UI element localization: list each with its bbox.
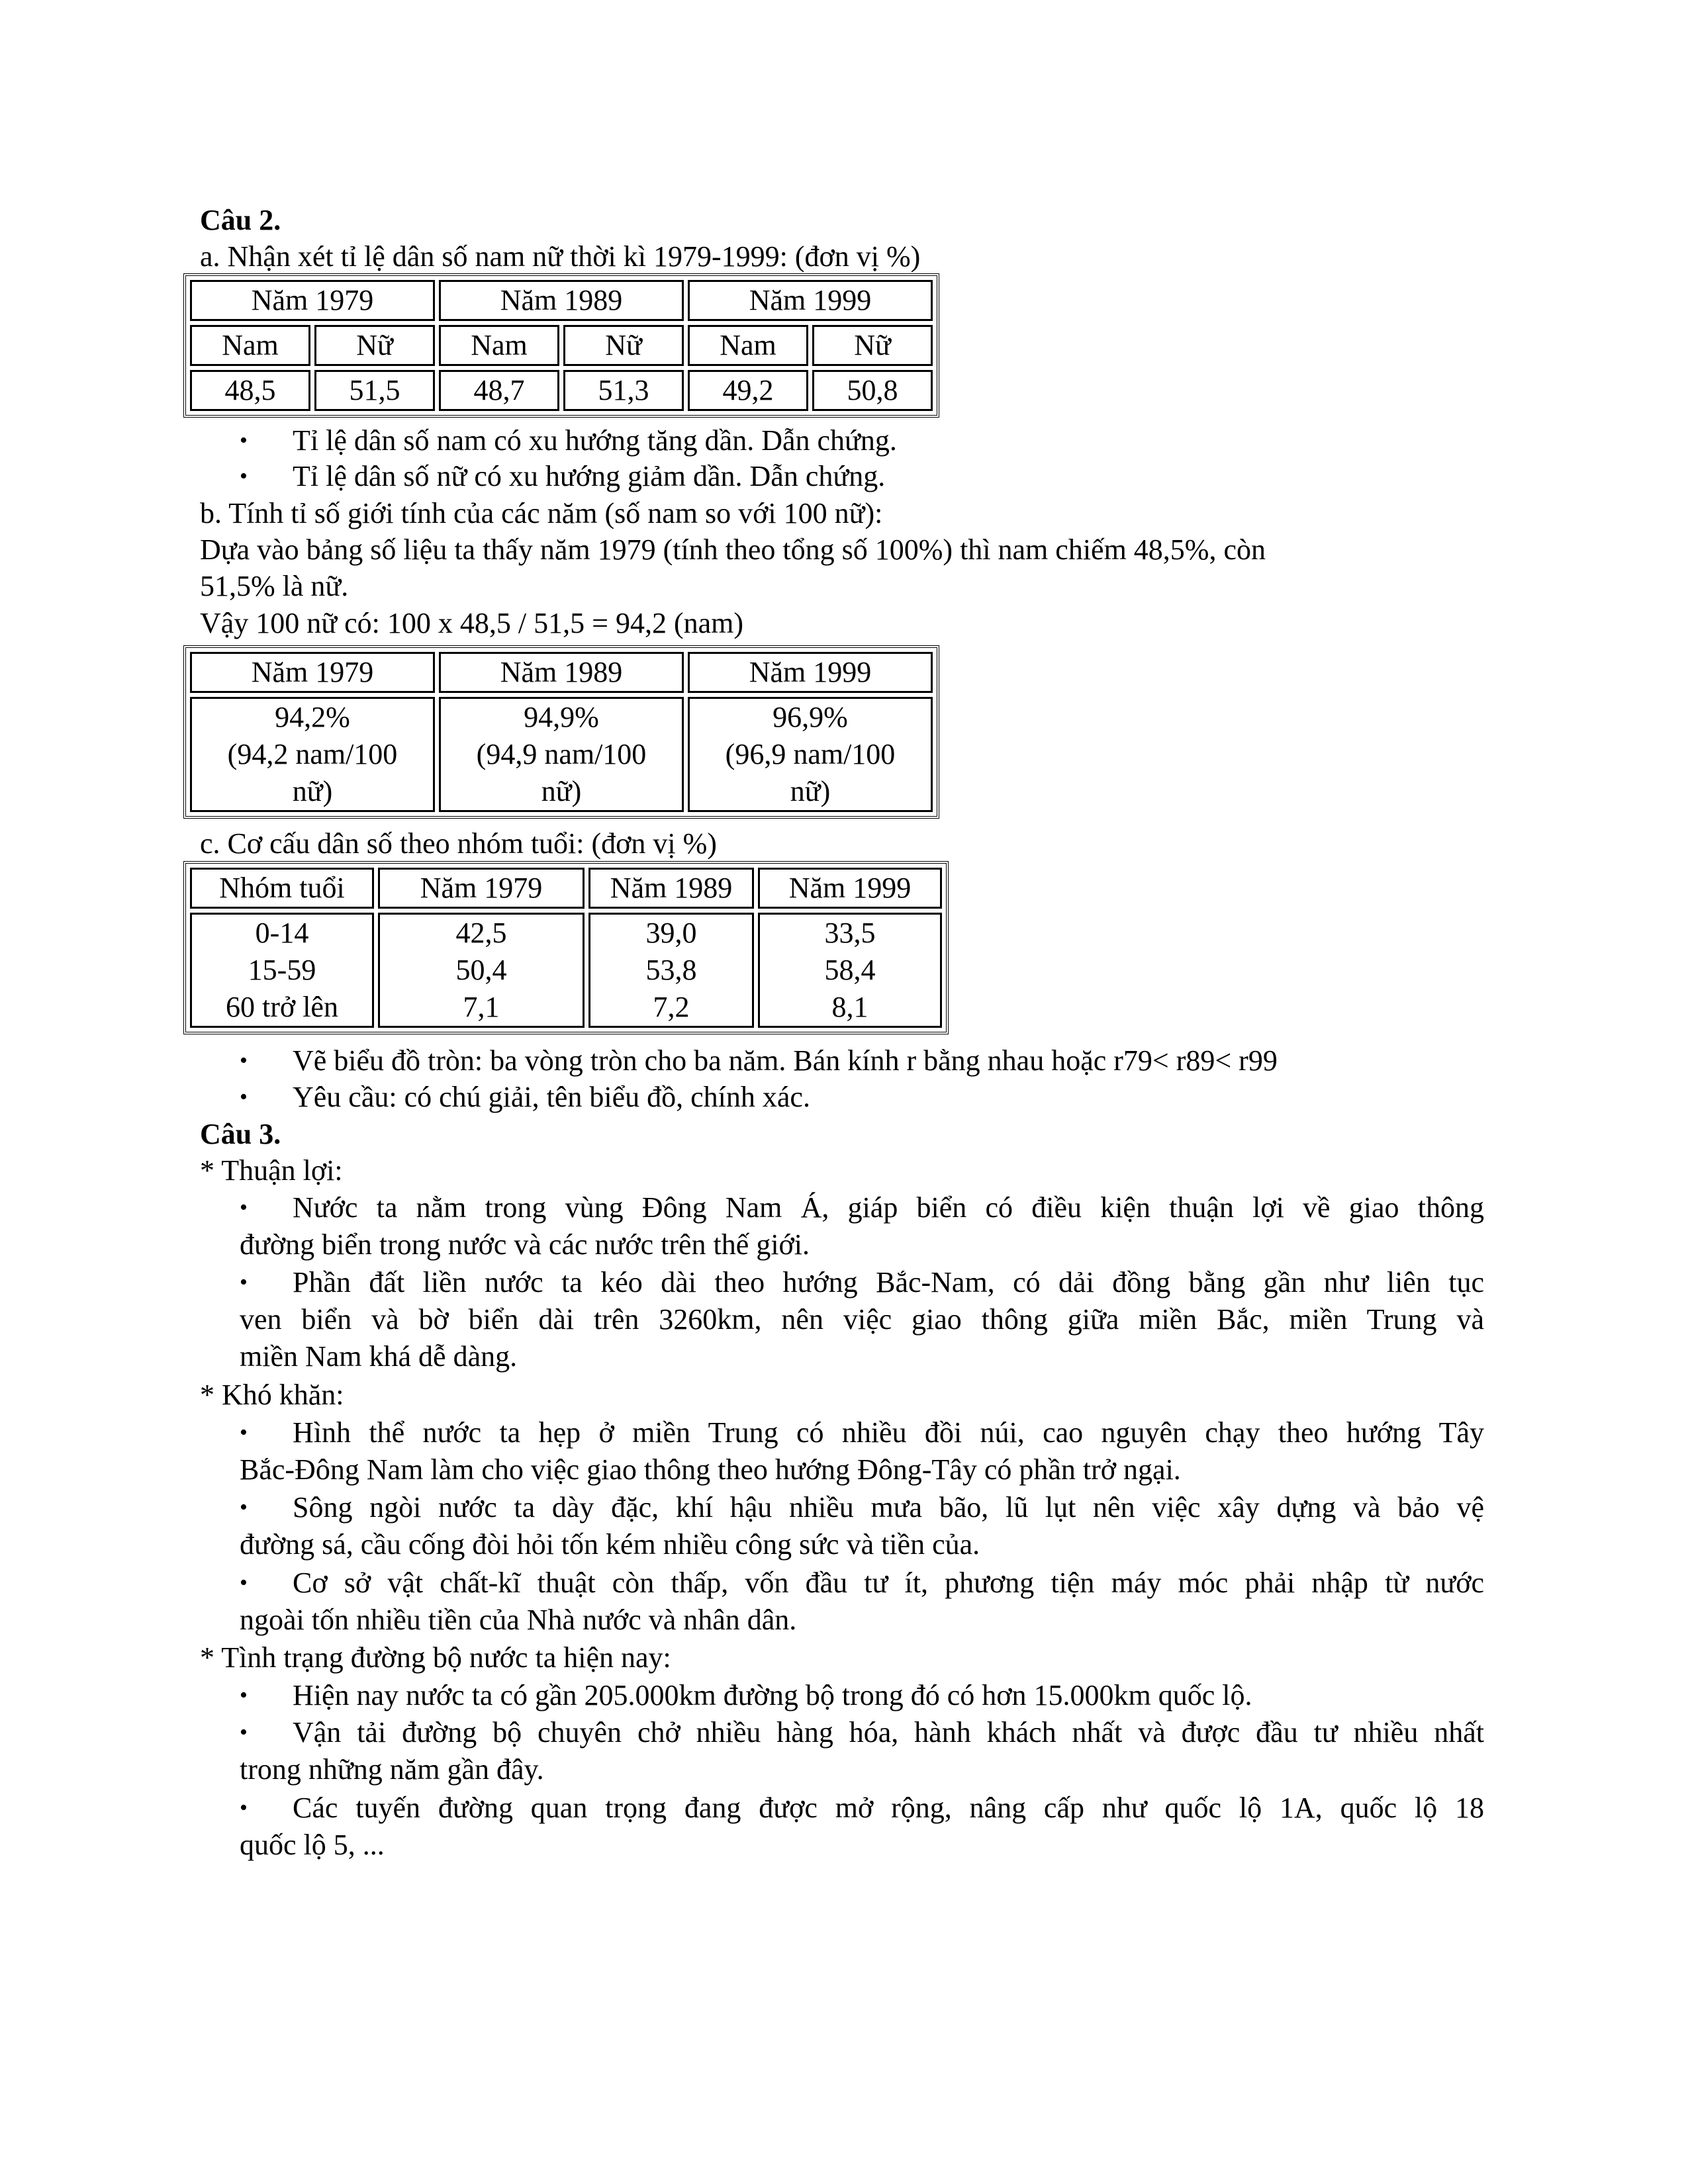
table-a-sub-nu-1979: Nữ <box>314 325 435 366</box>
table-a-year-1999: Năm 1999 <box>688 280 933 321</box>
table-c-cell: 42,5 50,4 7,1 <box>378 913 585 1028</box>
table-a-sub-nu-1989: Nữ <box>563 325 684 366</box>
table-b-cell: 94,2% (94,2 nam/100 nữ) <box>190 697 435 812</box>
paragraph-line: 51,5% là nữ. <box>200 570 349 602</box>
table-c-cell: 33,5 58,4 8,1 <box>758 913 942 1028</box>
table-a-year-1979: Năm 1979 <box>190 280 435 321</box>
list-item: • Phần đất liền nước ta kéo dài theo hướng Bắc-Nam, có dải đồng bằng gần như liên tục ven biển và bờ biển dài trên 3260km, nên việc giao thông giữa miền Bắc, miền Trung và miền Nam khá dễ dàng. <box>240 1264 1484 1375</box>
list-item: • Các tuyến đường quan trọng đang được mở rộng, nâng cấp như quốc lộ 1A, quốc lộ 18 quốc lộ 5, ... <box>240 1790 1484 1864</box>
table-a-cell: 50,8 <box>812 370 933 411</box>
table-a-cell: 51,3 <box>563 370 684 411</box>
bullet-icon: • <box>240 1720 248 1745</box>
table-a-sub-nam-1989: Nam <box>439 325 559 366</box>
table-sex-ratio <box>183 645 939 819</box>
cau2-b-heading: b. Tính tỉ số giới tính của các năm (số nam so với 100 nữ): <box>200 497 883 529</box>
list-item: • Sông ngòi nước ta dày đặc, khí hậu nhiều mưa bão, lũ lụt nên việc xây dựng và bảo vệ đường sá, cầu cống đòi hỏi tốn kém nhiều công sức và tiền của. <box>240 1489 1484 1563</box>
cau2-a-heading: a. Nhận xét tỉ lệ dân số nam nữ thời kì 1979-1999: (đơn vị %) <box>200 240 921 273</box>
calculation-line: Vậy 100 nữ có: 100 x 48,5 / 51,5 = 94,2 (nam) <box>200 607 744 639</box>
table-c-header: Năm 1979 <box>378 868 585 909</box>
section-heading-duong-bo: * Tình trạng đường bộ nước ta hiện nay: <box>200 1641 671 1674</box>
bullet-icon: • <box>240 1796 248 1820</box>
table-a-cell: 48,7 <box>439 370 559 411</box>
table-b-year-1989: Năm 1989 <box>439 652 684 693</box>
table-b-cell: 96,9% (96,9 nam/100 nữ) <box>688 697 933 812</box>
table-b-cell: 94,9% (94,9 nam/100 nữ) <box>439 697 684 812</box>
table-c-header: Năm 1989 <box>588 868 754 909</box>
table-c-cell: 39,0 53,8 7,2 <box>588 913 754 1028</box>
bullet-icon: • <box>240 464 248 488</box>
document-page: Câu 2. a. Nhận xét tỉ lệ dân số nam nữ thời kì 1979-1999: (đơn vị %) Năm 1979 Năm 1989 Năm 1999 Nam Nữ Nam Nữ Nam Nữ 48,5 51,5 48,7 51,3 49,2 50,8 • Tỉ lệ dân số nam có xu hướng tăng dần. Dẫn chứng. • Tỉ lệ dân số nữ có xu hướng giảm dần. Dẫn chứng. b. Tính tỉ số giới tính của các năm (số nam so với 100 nữ): Dựa vào bảng số liệu ta thấy năm 1979 (tính theo tổng số 100%) thì nam chiếm 48,5%, còn 51,5% là nữ. Vậy 100 nữ có: 100 x 48,5 / 51,5 = 94,2 (nam) Năm 1979 Năm 1989 Năm 1999 94,2% (94,2 nam/100 nữ) 94,9% (94,9 nam/100 nữ) 96,9% (96,9 nam/100 nữ) c. Cơ cấu dân số theo nhóm tuổi: (đơn vị %) Nhóm tuổi Năm 1979 Năm 1989 Năm 1999 0-14 15-59 60 trở lên 42,5 50,4 7,1 39,0 53,8 7,2 33,5 58,4 8,1 • Vẽ biểu đồ tròn: ba vòng tròn cho ba năm. Bán kính r bằng nhau hoặc r79< r89< r99 • Yêu cầu: có chú giải, tên biểu đồ, chính xác. Câu 3. * Thuận lợi: • Nước ta nằm trong vùng Đông Nam Á, giáp biển có điều kiện thuận lợi về giao thông đường biển trong nước và các nước trên thế giới. • Phần đất liền nước ta kéo dài theo hướng Bắc-Nam, có dải đồng bằng gần như liên tục ven biển và bờ biển dài trên 3260km, nên việc giao thông giữa miền Bắc, miền Trung và miền Nam khá dễ dàng. * Khó khăn: • Hình thể nước ta hẹp ở miền Trung có nhiều đồi núi, cao nguyên chạy theo hướng Tây Bắc-Đông Nam làm cho việc giao thông theo hướng Đông-Tây có phần trở ngại. • Sông ngòi nước ta dày đặc, khí hậu nhiều mưa bão, lũ lụt nên việc xây dựng và bảo vệ đường sá, cầu cống đòi hỏi tốn kém nhiều công sức và tiền của. • Cơ sở vật chất-kĩ thuật còn thấp, vốn đầu tư ít, phương tiện máy móc phải nhập từ nước ngoài tốn nhiều tiền của Nhà nước và nhân dân. * Tình trạng đường bộ nước ta hiện nay: • Hiện nay nước ta có gần 205.000km đường bộ trong đó có hơn 15.000km quốc lộ. • Vận tải đường bộ chuyên chở nhiều hàng hóa, hành khách nhất và được đầu tư nhiều nhất trong những năm gần đây. • Các tuyến đường quan trọng đang được mở rộng, nâng cấp như quốc lộ 1A, quốc lộ 18 quốc lộ 5, ... <box>0 0 1688 2184</box>
table-a-cell: 48,5 <box>190 370 310 411</box>
list-item: • Cơ sở vật chất-kĩ thuật còn thấp, vốn đầu tư ít, phương tiện máy móc phải nhập từ nước ngoài tốn nhiều tiền của Nhà nước và nhân dân. <box>240 1565 1484 1639</box>
bullet-icon: • <box>240 1195 248 1220</box>
bullet-icon: • <box>240 1048 248 1073</box>
paragraph-line: Dựa vào bảng số liệu ta thấy năm 1979 (tính theo tổng số 100%) thì nam chiếm 48,5%, còn <box>200 533 1266 566</box>
section-heading-thuan-loi: * Thuận lợi: <box>200 1154 343 1187</box>
cau3-title: Câu 3. <box>200 1118 281 1150</box>
cau2-c-heading: c. Cơ cấu dân số theo nhóm tuổi: (đơn vị %) <box>200 827 717 860</box>
cau2-title: Câu 2. <box>200 204 281 236</box>
bullet-icon: • <box>240 428 248 453</box>
section-heading-kho-khan: * Khó khăn: <box>200 1379 344 1411</box>
bullet-icon: • <box>240 1570 248 1595</box>
table-b-year-1999: Năm 1999 <box>688 652 933 693</box>
table-c-header: Nhóm tuổi <box>190 868 374 909</box>
table-a-cell: 49,2 <box>688 370 808 411</box>
bullet-icon: • <box>240 1270 248 1295</box>
table-a-sub-nu-1999: Nữ <box>812 325 933 366</box>
table-a-year-1989: Năm 1989 <box>439 280 684 321</box>
bullet-icon: • <box>240 1420 248 1445</box>
table-a-cell: 51,5 <box>314 370 435 411</box>
table-c-header: Năm 1999 <box>758 868 942 909</box>
table-c-cell: 0-14 15-59 60 trở lên <box>190 913 374 1028</box>
table-a-sub-nam-1979: Nam <box>190 325 310 366</box>
bullet-icon: • <box>240 1683 248 1707</box>
table-age-structure <box>183 861 949 1034</box>
table-a-sub-nam-1999: Nam <box>688 325 808 366</box>
list-item: • Hình thể nước ta hẹp ở miền Trung có nhiều đồi núi, cao nguyên chạy theo hướng Tây Bắc-Đông Nam làm cho việc giao thông theo hướng Đông-Tây có phần trở ngại. <box>240 1414 1484 1488</box>
list-item: • Nước ta nằm trong vùng Đông Nam Á, giáp biển có điều kiện thuận lợi về giao thông đường biển trong nước và các nước trên thế giới. <box>240 1189 1484 1263</box>
table-gender-ratio <box>183 273 939 418</box>
bullet-icon: • <box>240 1085 248 1109</box>
table-b-year-1979: Năm 1979 <box>190 652 435 693</box>
bullet-icon: • <box>240 1495 248 1520</box>
list-item: • Vận tải đường bộ chuyên chở nhiều hàng hóa, hành khách nhất và được đầu tư nhiều nhất trong những năm gần đây. <box>240 1714 1484 1788</box>
